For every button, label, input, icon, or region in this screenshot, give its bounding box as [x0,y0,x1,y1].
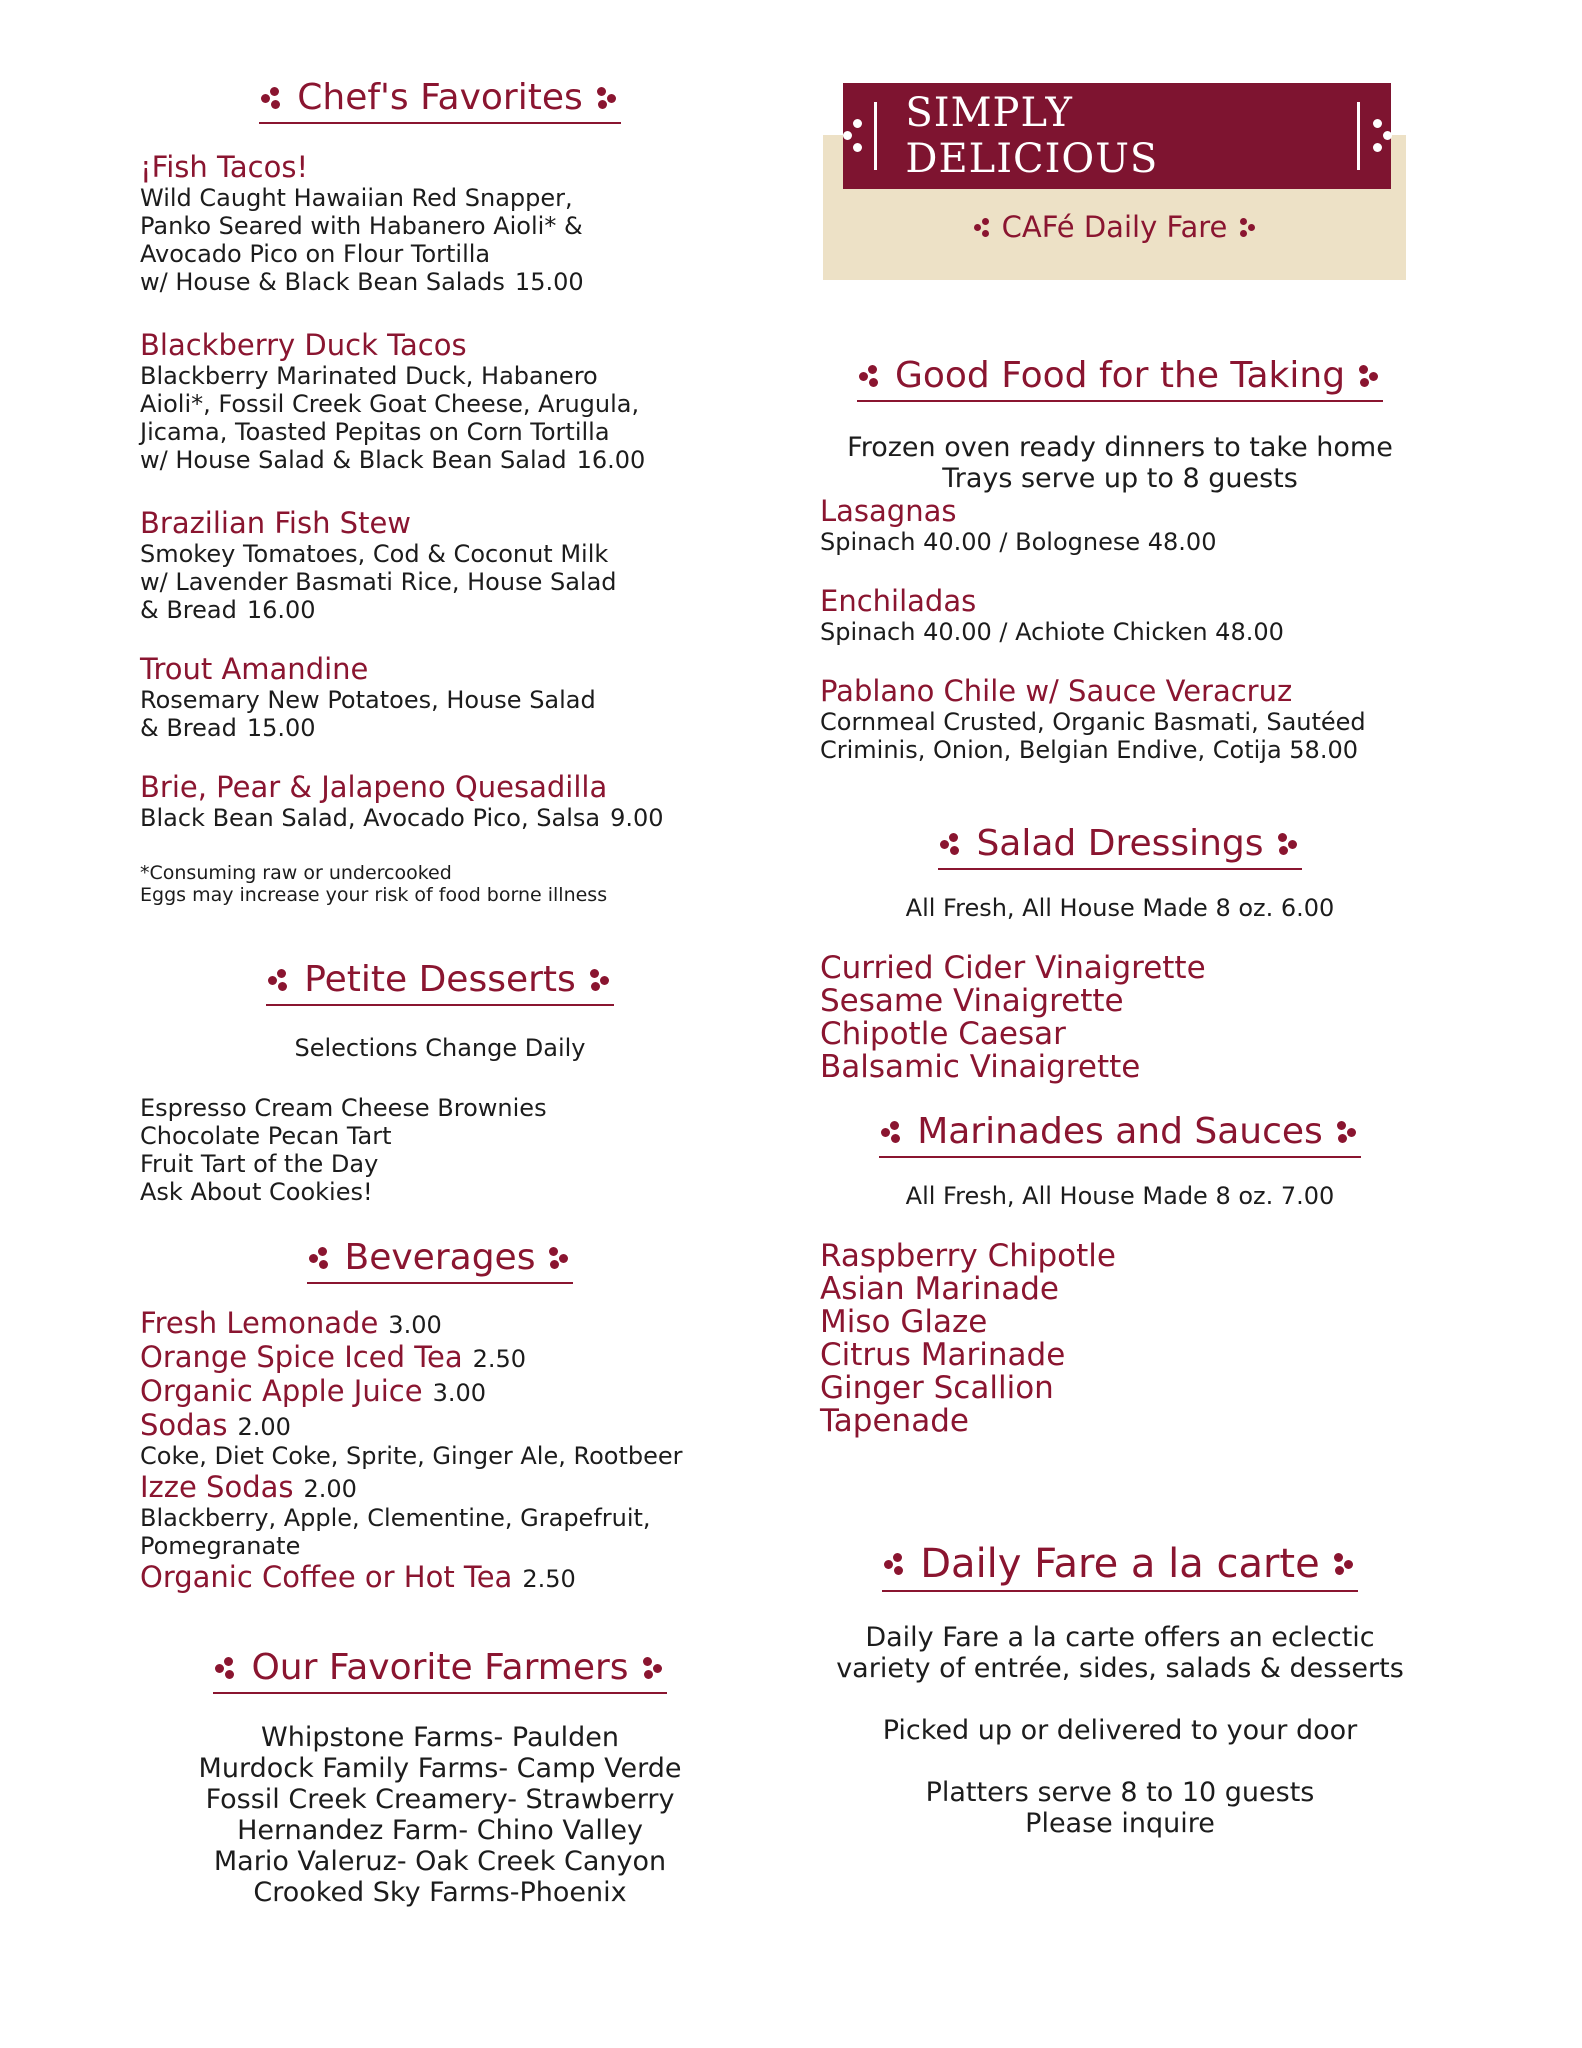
item-desc: Avocado Pico on Flour Tortilla [140,240,491,268]
item-name: Orange Spice Iced Tea [140,1340,463,1374]
berry-ornament-icon [215,1657,241,1679]
berry-ornament-icon [1274,833,1300,855]
dressings-subtitle: All Fresh, All House Made 8 oz. 6.00 [905,894,1335,922]
desserts-subtitle: Selections Change Daily [294,1034,586,1062]
item-name: Brie, Pear & Jalapeno Quesadilla [140,770,608,804]
berry-ornament-icon [545,1247,571,1269]
menu-item [140,150,584,296]
text-line: Picked up or delivered to your door [882,1715,1358,1746]
item-price: 2.00 [303,1475,357,1503]
farmers-list [140,1722,740,1908]
list-item: Whipstone Farms- Paulden [261,1722,619,1753]
marinades-list [820,1240,1116,1438]
divider [874,102,877,170]
allergy-note [140,862,607,906]
divider [1357,102,1360,170]
item-price: 16.00 [576,446,646,474]
item-price: 16.00 [246,596,316,624]
item-name: Sodas [140,1408,228,1442]
item-desc: Panko Seared with Habanero Aioli* & [140,212,583,240]
berry-ornament-icon [1330,1553,1356,1575]
chefs-favorites-heading [140,77,740,124]
list-item: Ginger Scallion [820,1370,1054,1406]
item-desc: Coke, Diet Coke, Sprite, Ginger Ale, Rootbeer [140,1442,683,1470]
section-title: Daily Fare a la carte [920,1541,1320,1587]
menu-item [820,494,1216,556]
list-item: Hernandez Farm- Chino Valley [237,1815,643,1846]
berry-ornament-icon [593,87,619,109]
marinades-heading [820,1111,1420,1158]
list-item: Asian Marinade [820,1271,1059,1307]
beverages-heading [140,1237,740,1284]
berry-ornament-icon [940,833,966,855]
list-item: Crooked Sky Farms-Phoenix [253,1877,627,1908]
berry-ornament-icon [586,969,612,991]
berry-ornament-icon [1370,119,1391,153]
section-title: Our Favorite Farmers [251,1647,629,1688]
list-item: Chipotle Caesar [820,1016,1066,1052]
berry-ornament-icon [974,217,990,237]
item-desc: Blackberry Marinated Duck, Habanero [140,362,598,390]
berry-ornament-icon [268,969,294,991]
list-item: Tapenade [820,1403,969,1439]
farmers-heading [140,1647,740,1694]
berry-ornament-icon [1333,1121,1359,1143]
beverages-list [140,1306,683,1594]
list-item: Chocolate Pecan Tart [140,1122,392,1150]
menu-item [820,584,1284,646]
list-item: Ask About Cookies! [140,1178,373,1206]
berry-ornament-icon [884,1553,910,1575]
menu-item [140,652,596,742]
text-line: Please inquire [1025,1808,1215,1839]
menu-item [140,506,617,624]
item-desc: & Bread [140,596,237,624]
item-desc: w/ House Salad & Black Bean Salad [140,446,567,474]
cafe-banner [843,83,1391,189]
item-desc: Criminis, Onion, Belgian Endive, Cotija 58.00 [820,736,1358,764]
item-desc: & Bread [140,714,237,742]
item-name: Enchiladas [820,584,977,618]
banner-title: SIMPLY DELICIOUS [905,90,1159,182]
list-item: Raspberry Chipotle [820,1238,1116,1274]
intro-line: Trays serve up to 8 guests [942,463,1298,494]
list-item: Miso Glaze [820,1304,988,1340]
berry-ornament-icon [881,1121,907,1143]
menu-item [140,770,664,832]
note-line: *Consuming raw or undercooked [140,862,452,884]
berry-ornament-icon [1239,217,1255,237]
item-price: 2.50 [472,1345,527,1373]
list-item: Fossil Creek Creamery- Strawberry [205,1784,675,1815]
item-desc: Black Bean Salad, Avocado Pico, Salsa [140,804,601,832]
section-title: Salad Dressings [976,823,1264,864]
berry-ornament-icon [843,119,864,153]
item-name: Izze Sodas [140,1470,294,1504]
item-desc: Smokey Tomatoes, Cod & Coconut Milk [140,540,609,568]
marinades-subtitle: All Fresh, All House Made 8 oz. 7.00 [905,1182,1335,1210]
item-name: Fresh Lemonade [140,1306,379,1340]
item-desc: Spinach 40.00 / Achiote Chicken 48.00 [820,618,1284,646]
item-desc: Cornmeal Crusted, Organic Basmati, Sautéed [820,708,1366,736]
item-price: 2.50 [522,1565,576,1593]
salad-dressings-heading [820,823,1420,870]
banner-subtitle [823,210,1406,244]
list-item: Citrus Marinade [820,1337,1066,1373]
intro-line: Frozen oven ready dinners to take home [847,432,1393,463]
menu-item [140,328,645,474]
section-title: Chef's Favorites [297,77,583,118]
dressings-list [820,952,1206,1084]
item-desc: Wild Caught Hawaiian Red Snapper, [140,184,573,212]
item-name: ¡Fish Tacos! [140,150,309,184]
item-price: 3.00 [388,1311,442,1339]
text-line: variety of entrée, sides, salads & desserts [836,1653,1404,1684]
list-item: Mario Valeruz- Oak Creek Canyon [213,1846,667,1877]
list-item: Murdock Family Farms- Camp Verde [198,1753,682,1784]
item-name: Trout Amandine [140,652,369,686]
section-title: Petite Desserts [304,959,576,1000]
menu-item [820,674,1366,764]
list-item: Fruit Tart of the Day [140,1150,379,1178]
item-desc: Rosemary New Potatoes, House Salad [140,686,596,714]
daily-fare-text [820,1622,1420,1839]
berry-ornament-icon [309,1247,335,1269]
item-desc: Pomegranate [140,1532,301,1560]
good-food-intro [820,432,1420,494]
item-name: Blackberry Duck Tacos [140,328,467,362]
list-item: Curried Cider Vinaigrette [820,950,1206,986]
item-price: 3.00 [432,1379,487,1407]
item-name: Lasagnas [820,494,957,528]
item-desc: Blackberry, Apple, Clementine, Grapefruit, [140,1504,651,1532]
item-price: 15.00 [246,714,316,742]
desserts-list [140,1094,547,1206]
item-desc: Jicama, Toasted Pepitas on Corn Tortilla [140,418,610,446]
item-desc: Aioli*, Fossil Creek Goat Cheese, Arugula, [140,390,640,418]
list-item: Espresso Cream Cheese Brownies [140,1094,547,1122]
banner-subtitle-text: CAFé Daily Fare [1001,210,1228,244]
section-title: Beverages [344,1237,536,1278]
berry-ornament-icon [859,365,885,387]
item-price: 15.00 [514,268,584,296]
item-name: Pablano Chile w/ Sauce Veracruz [820,674,1293,708]
berry-ornament-icon [1355,365,1381,387]
item-desc: Spinach 40.00 / Bolognese 48.00 [820,528,1217,556]
berry-ornament-icon [639,1657,665,1679]
item-price: 9.00 [610,804,664,832]
berry-ornament-icon [261,87,287,109]
note-line: Eggs may increase your risk of food borne illness [140,884,608,906]
section-title: Good Food for the Taking [894,355,1346,396]
item-desc: w/ House & Black Bean Salads [140,268,505,296]
petite-desserts-heading [140,959,740,1006]
list-item: Balsamic Vinaigrette [820,1049,1141,1085]
item-name: Brazilian Fish Stew [140,506,412,540]
item-price: 2.00 [237,1413,291,1441]
item-name: Organic Apple Juice [140,1374,423,1408]
section-title: Marinades and Sauces [917,1111,1323,1152]
good-food-heading [820,355,1420,402]
list-item: Sesame Vinaigrette [820,983,1124,1019]
text-line: Platters serve 8 to 10 guests [925,1777,1315,1808]
item-name: Organic Coffee or Hot Tea [140,1560,513,1594]
item-desc: w/ Lavender Basmati Rice, House Salad [140,568,617,596]
daily-fare-heading [820,1541,1420,1592]
text-line: Daily Fare a la carte offers an eclectic [865,1622,1375,1653]
